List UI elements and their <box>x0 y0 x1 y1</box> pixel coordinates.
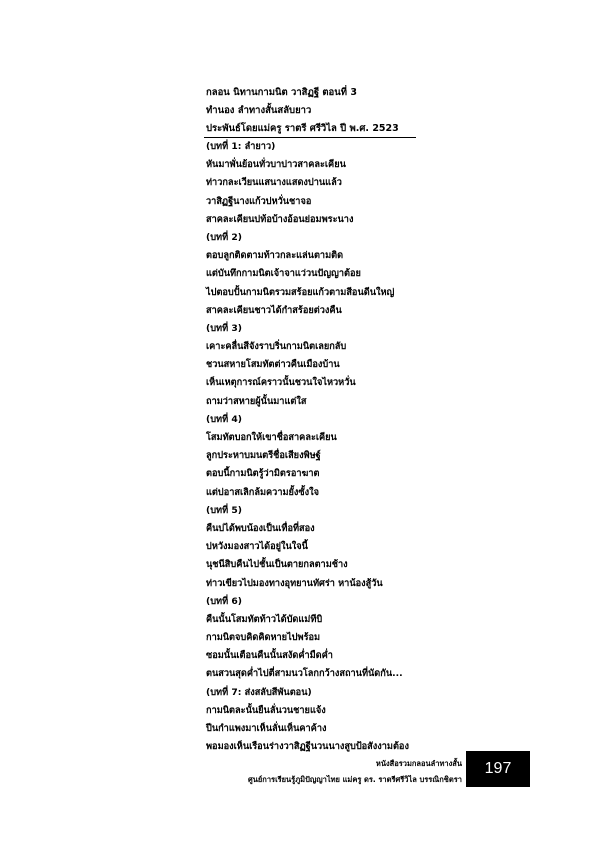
poem-line: วาสิฏฐีนางแก้วบ่หวั่นชาจอ <box>206 195 312 207</box>
poem-body <box>206 138 436 756</box>
poem-line: ซอมนั้นเตือนคืนนั้นสงัดค่ำมืดค่ำ <box>206 650 333 662</box>
book-title: หนังสือรวมกลอนลำทางสั้น <box>375 759 462 768</box>
poem-title: กลอน นิทานกามนิต วาสิฏฐี ตอนที่ 3 <box>206 87 357 98</box>
poem-line: หันมาพั่นย้อนทั่วบาบ่าวสาคละเคียน <box>206 159 346 171</box>
publisher-line: ศูนย์การเรียนรู้ภูมิปัญญาไทย แม่ครู ดร. ราตรีศรีวิไล บรรณิกชิตรา <box>248 775 462 784</box>
poem-line: (บทที่ 3) <box>206 322 242 334</box>
poem-line: ท่าวกละเวียนแสนางแสดงปานแล้ว <box>206 177 342 189</box>
poem-line: โสมทัตบอกให้เขาชื่อสาคละเคียน <box>206 432 337 443</box>
poem-line: บ่หวังมองสาวได้อยู่ในใจนี้ <box>206 541 308 553</box>
poem-line: แต่บันทึกกามนิตเจ้าจาแว่วนปัญญาต้อย <box>206 268 361 280</box>
page-number: 197 <box>484 760 512 777</box>
poem-line: ไปตอบปั้นกามนิตรวมสร้อยแก้วตามสีอนดีนใหญ่ <box>206 286 395 298</box>
poem-line: กามนิตจบคิดคิดหายไปพร้อม <box>206 632 321 644</box>
poem-line: (บทที่ 7: ส่งสลับสีพันตอน) <box>206 686 312 698</box>
poem-line: แต่บ่อาสเลิกล้มความยั้งซั้งใจ <box>206 486 320 498</box>
poem-line: สาคละเคียนชาวได้กำสร้อยต่วงคืน <box>206 304 342 316</box>
poem-line: ตนสวนสุดค่ำไปตี่สามนวโลกกว้างสถานที่นัดกัน... <box>206 668 403 680</box>
poem-line: (บทที่ 4) <box>206 413 242 425</box>
poem-line: พอมองเห็นเรือนร่างวาสิฏฐีนวนนางสูบป้อสังงามต้อง <box>206 741 409 753</box>
poem-line: (บทที่ 2) <box>206 231 242 243</box>
page-footer <box>222 756 462 788</box>
poem-line: (บทที่ 5) <box>206 504 242 516</box>
poem-line: ชวนสหายโสมทัตต่าวคืนเมืองบ้าน <box>206 359 340 371</box>
document-header <box>206 84 416 138</box>
poem-line: เห็นเหตุการณ์คราวนั้นชวนใจไหวหวั่น <box>206 377 356 389</box>
poem-line: ถามว่าสหายผู้นั้นมาแต่ใส <box>206 395 307 407</box>
poem-line: กามนิตละนั้นยืนลั่นวนชายแจ้ง <box>206 704 326 716</box>
melody-line: ทำนอง ลำทางสั้นสลับยาว <box>206 105 312 116</box>
page-number-box <box>466 751 530 787</box>
poem-line: ตอบนี้กามนิตรู้ว่ามิตรอาฆาต <box>206 468 320 480</box>
poem-line: ปีนกำแพงมาเห็นลั่นเห็นคาค้าง <box>206 723 327 734</box>
poem-line: สาคละเคียนบ่ท้อบ้างอ้อนย่อมพระนาง <box>206 213 354 225</box>
poem-line: คืนนั้นโสมทัตท้าวได้บัดแม่ทีบิ <box>206 613 323 625</box>
author-line: ประพันธ์โดยแม่ครู ราตรี ศรีวิไล ปี พ.ศ. 2523 <box>206 123 399 134</box>
poem-line: ลูกประหาบมนตรีชื่อเสียงพิษฐ์ <box>206 450 321 462</box>
poem-line: คืนบ่ได้พบน้องเป็นเทื่อที่สอง <box>206 522 315 534</box>
poem-line: ตอบลูกติดตามท้าวกละแล่นตามติด <box>206 250 344 262</box>
poem-line: ท่าวเขียวไปมองทางอุทยานทัศร่า หาน้องสู้วัน <box>206 577 383 589</box>
poem-line: นุชนีสิบคืนไปชั้นเป็นตายกลตามช้าง <box>206 559 348 571</box>
poem-line: (บทที่ 1: ลำยาว) <box>206 141 276 152</box>
poem-line: เคาะคลื่นสีจังราบริ่นกามนิตเลยกลับ <box>206 341 347 353</box>
poem-line: (บทที่ 6) <box>206 595 242 607</box>
